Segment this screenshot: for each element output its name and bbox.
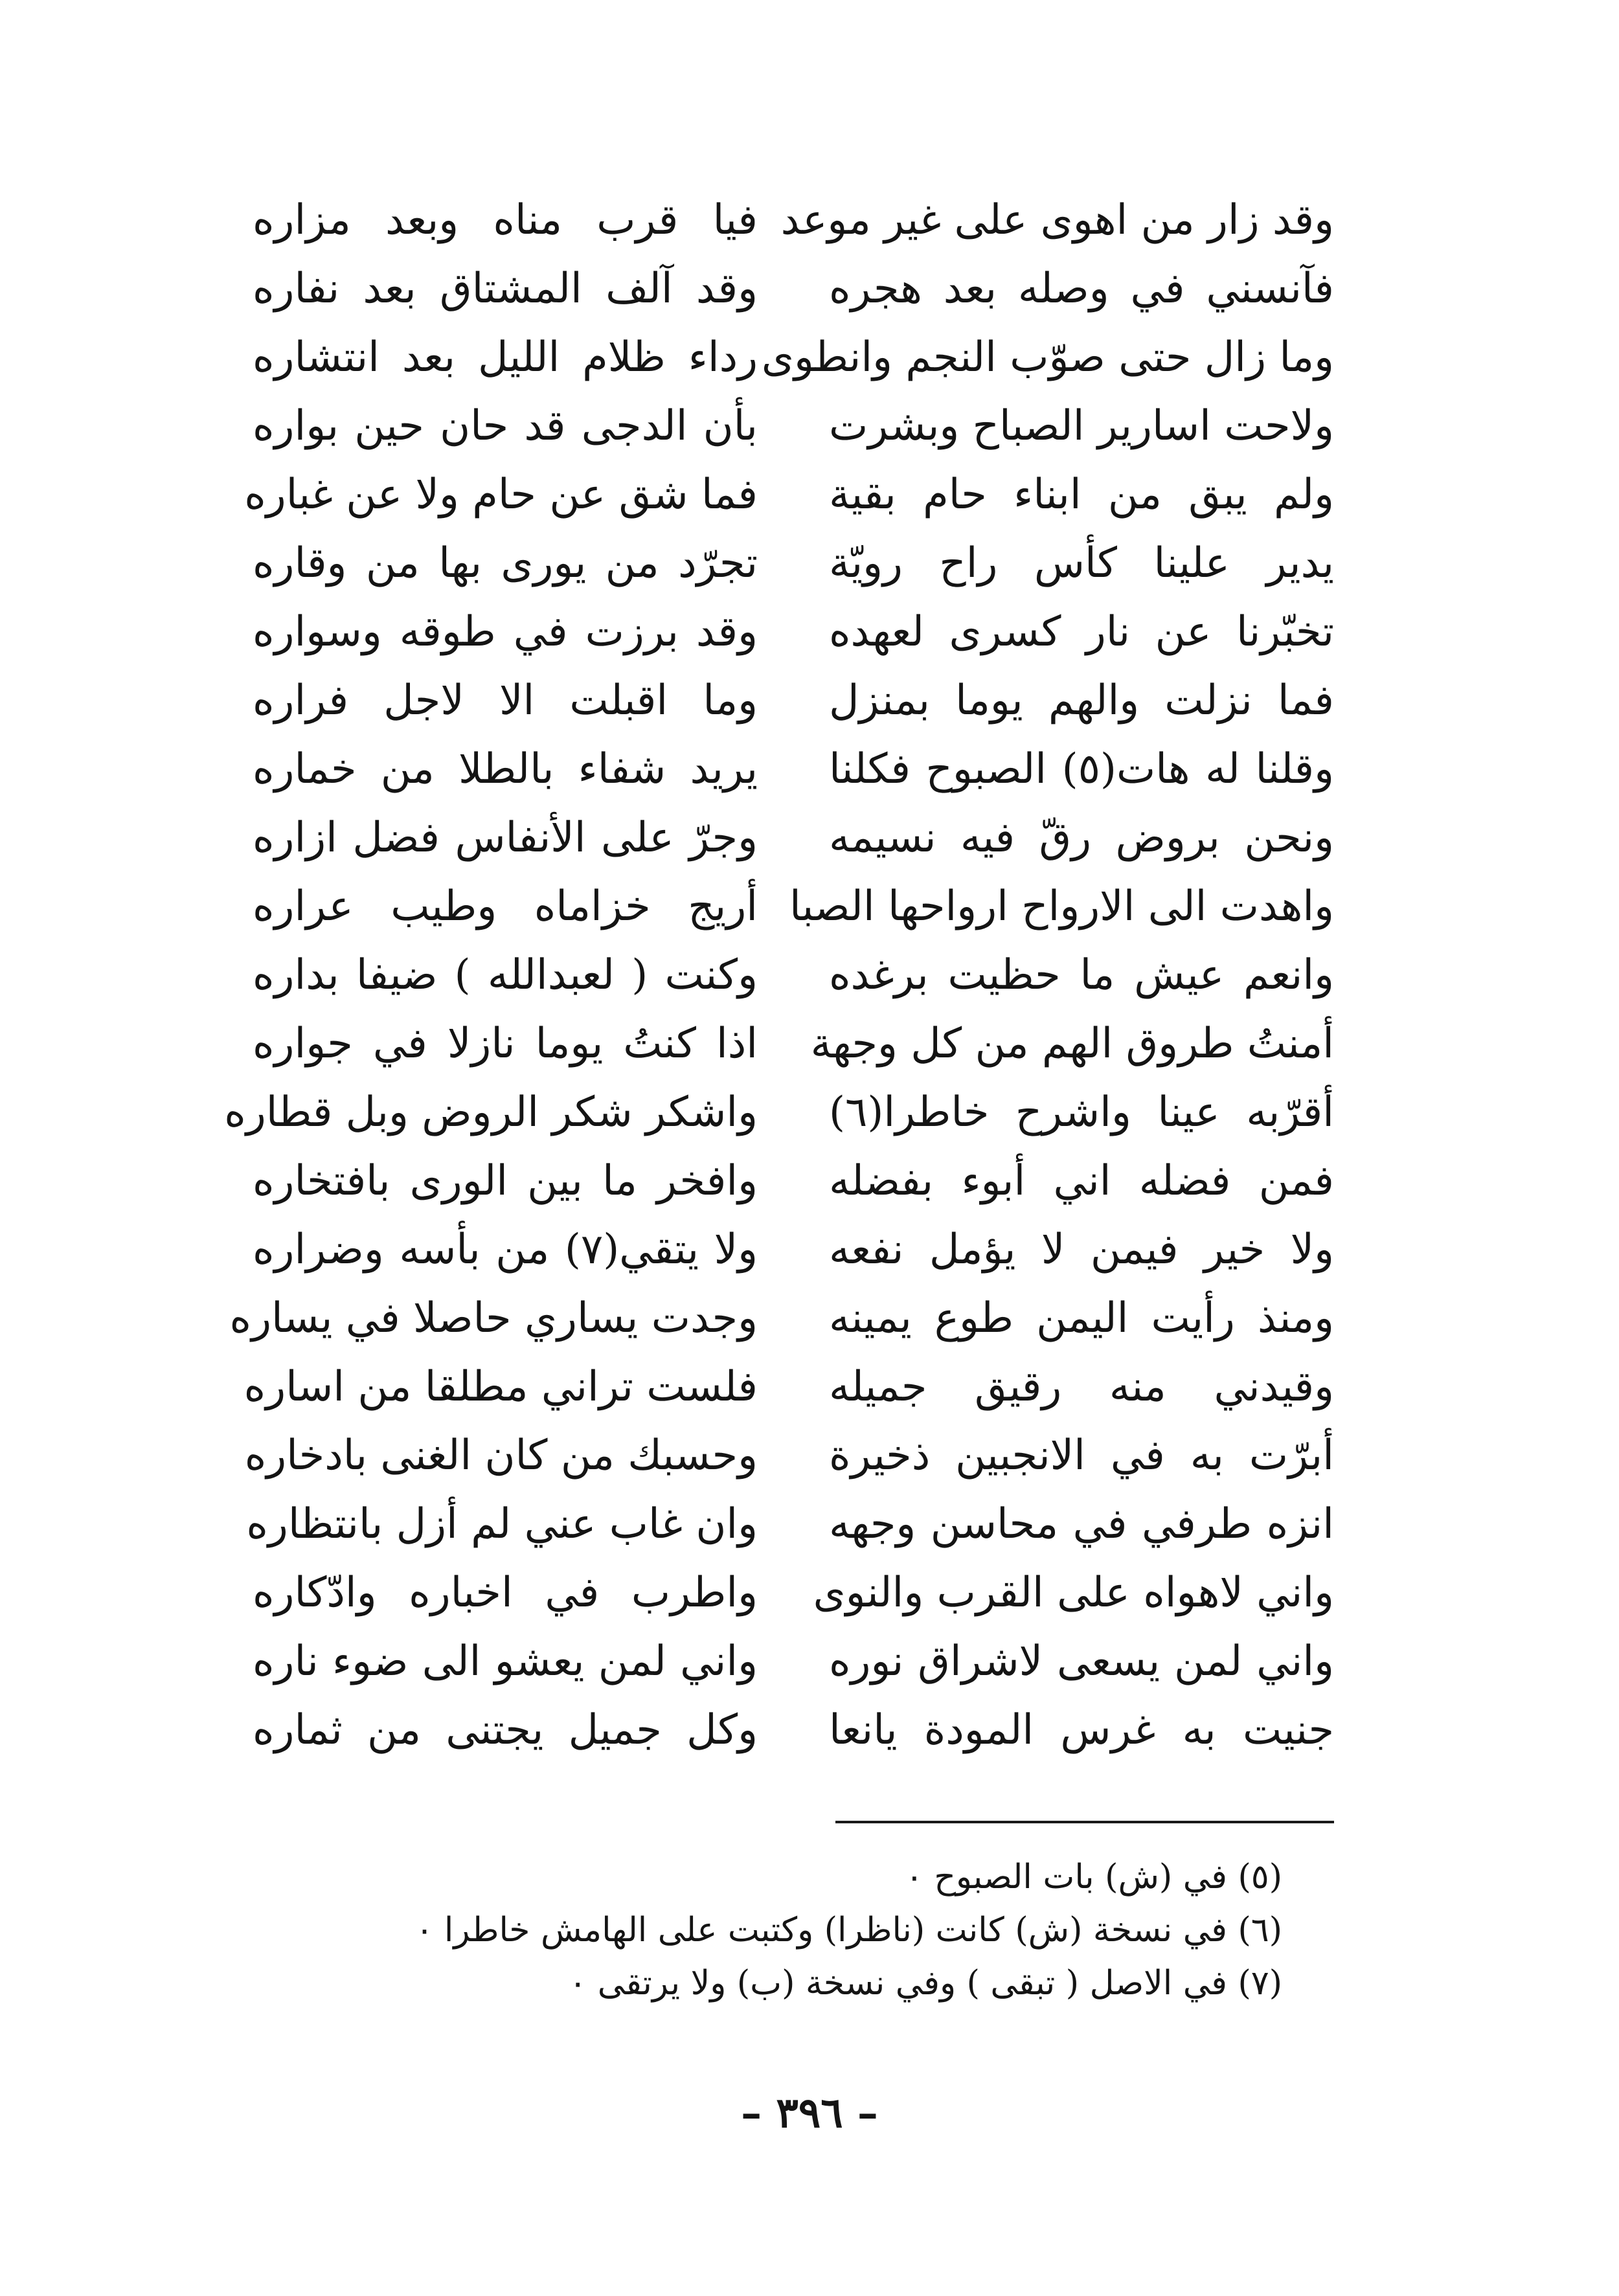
verse-second-hemistich: وما اقبلت الا لاجل فراره	[253, 677, 758, 725]
verse-second-hemistich: واني لمن يعشو الى ضوء ناره	[253, 1638, 758, 1685]
verse-second-hemistich: وحسبك من كان الغنى بادخاره	[244, 1432, 758, 1480]
verse	[243, 1349, 1334, 1424]
verse	[229, 1281, 1334, 1356]
verse-first-hemistich: ومنذ رأيت اليمن طوع يمينه	[829, 1294, 1334, 1342]
verse-second-hemistich: وقد آلف المشتاق بعد نفاره	[253, 265, 758, 313]
verse-second-hemistich: بأن الدجى قد حان حين بواره	[253, 402, 758, 450]
verse-first-hemistich: أمنتُ طروق الهم من كل وجهة	[810, 1020, 1334, 1068]
verse	[253, 1006, 1334, 1081]
verse	[253, 1143, 1334, 1219]
verse-first-hemistich: فمن فضله اني أبوء بفضله	[829, 1157, 1334, 1205]
verse-second-hemistich: أريج خزاماه وطيب عراره	[253, 883, 758, 930]
verse-second-hemistich: تجرّد من يورى بها من وقاره	[253, 539, 758, 587]
footnote-divider	[835, 1821, 1334, 1823]
verse-first-hemistich: أبرّت به في الانجبين ذخيرة	[829, 1432, 1334, 1480]
verse	[253, 1212, 1334, 1287]
verse	[253, 800, 1334, 875]
verse-second-hemistich: وكنت ( لعبدالله ) ضيفا بداره	[253, 951, 758, 999]
poem	[224, 183, 1334, 1769]
verse-first-hemistich: وقد زار من اهوى على غير موعد	[780, 196, 1334, 244]
verse	[253, 732, 1334, 807]
verse-second-hemistich: يريد شفاء بالطلا من خماره	[253, 745, 758, 793]
verse-first-hemistich: واني لمن يسعى لاشراق نوره	[829, 1638, 1334, 1685]
verse	[253, 183, 1334, 258]
verse-second-hemistich: وان غاب عني لم أزل بانتظاره	[246, 1500, 758, 1548]
footnote: (٥) في (ش) بات الصبوح ٠	[905, 1858, 1282, 1896]
verse	[244, 1418, 1334, 1493]
verse	[253, 320, 1334, 395]
verse	[253, 869, 1334, 944]
verse-second-hemistich: واطرب في اخباره وادّكاره	[253, 1569, 758, 1617]
verse-first-hemistich: واهدت الى الارواح ارواحها الصبا	[789, 883, 1334, 930]
verse-second-hemistich: وكل جميل يجتنى من ثماره	[253, 1706, 758, 1754]
verse-second-hemistich: رداء ظلام الليل بعد انتشاره	[253, 333, 758, 381]
verse-first-hemistich: ونحن بروض رقّ فيه نسيمه	[829, 814, 1334, 862]
verse-second-hemistich: وجدت يساري حاصلا في يساره	[229, 1294, 758, 1342]
verse	[253, 251, 1334, 326]
footnote: (٦) في نسخة (ش) كانت (ناظرا) وكتبت على الهامش خاطرا ٠	[415, 1911, 1282, 1950]
verse-first-hemistich: وقيدني منه رقيق جميله	[829, 1363, 1334, 1411]
verse-first-hemistich: واني لاهواه على القرب والنوى	[813, 1569, 1334, 1617]
verse-first-hemistich: ولا خير فيمن لا يؤمل نفعه	[829, 1226, 1334, 1274]
verse	[253, 388, 1334, 464]
verse-first-hemistich: تخبّرنا عن نار كسرى لعهده	[829, 608, 1334, 656]
verse-second-hemistich: فلست تراني مطلقا من اساره	[243, 1363, 758, 1411]
verse-first-hemistich: يدير علينا كأس راح رويّة	[829, 539, 1334, 587]
verse-second-hemistich: اذا كنتُ يوما نازلا في جواره	[253, 1020, 758, 1068]
verse-first-hemistich: وقلنا له هات(٥) الصبوح فكلنا	[829, 745, 1334, 793]
verse-first-hemistich: ولاحت اسارير الصباح وبشرت	[828, 402, 1334, 450]
verse	[224, 1075, 1334, 1150]
verse-first-hemistich: انزه طرفي في محاسن وجهه	[829, 1500, 1334, 1548]
verse-second-hemistich: فما شق عن حام ولا عن غباره	[244, 471, 758, 519]
page-number: – ٣٩٦ –	[741, 2089, 878, 2137]
verse	[253, 663, 1334, 738]
verse-second-hemistich: وقد برزت في طوقه وسواره	[253, 608, 758, 656]
verse-second-hemistich: وافخر ما بين الورى بافتخاره	[253, 1157, 758, 1205]
verse	[253, 938, 1334, 1013]
footnote: (٧) في الاصل ( تبقى ) وفي نسخة (ب) ولا يرتقى ٠	[569, 1964, 1282, 2003]
verse	[253, 1555, 1334, 1630]
verse	[246, 1487, 1334, 1562]
verse-second-hemistich: واشكر شكر الروض وبل قطاره	[224, 1088, 758, 1136]
verse	[253, 1624, 1334, 1699]
footnotes	[246, 1851, 1282, 2010]
verse-first-hemistich: أقرّبه عينا واشرح خاطرا(٦)	[829, 1088, 1334, 1136]
verse-first-hemistich: ولم يبق من ابناء حام بقية	[829, 471, 1334, 519]
verse	[244, 457, 1334, 532]
verse	[253, 1693, 1334, 1768]
verse-first-hemistich: فآنسني في وصله بعد هجره	[829, 265, 1334, 313]
verse-first-hemistich: وما زال حتى صوّب النجم وانطوى	[761, 333, 1334, 381]
verse-second-hemistich: ولا يتقي(٧) من بأسه وضراره	[253, 1226, 758, 1274]
verse-first-hemistich: جنيت به غرس المودة يانعا	[829, 1706, 1334, 1754]
verse	[253, 594, 1334, 670]
verse-second-hemistich: وجرّ على الأنفاس فضل ازاره	[253, 814, 758, 862]
verse-first-hemistich: وانعم عيش ما حظيت برغده	[829, 951, 1334, 999]
verse	[253, 526, 1334, 601]
verse-second-hemistich: فيا قرب مناه وبعد مزاره	[253, 196, 758, 244]
verse-first-hemistich: فما نزلت والهم يوما بمنزل	[829, 677, 1334, 725]
